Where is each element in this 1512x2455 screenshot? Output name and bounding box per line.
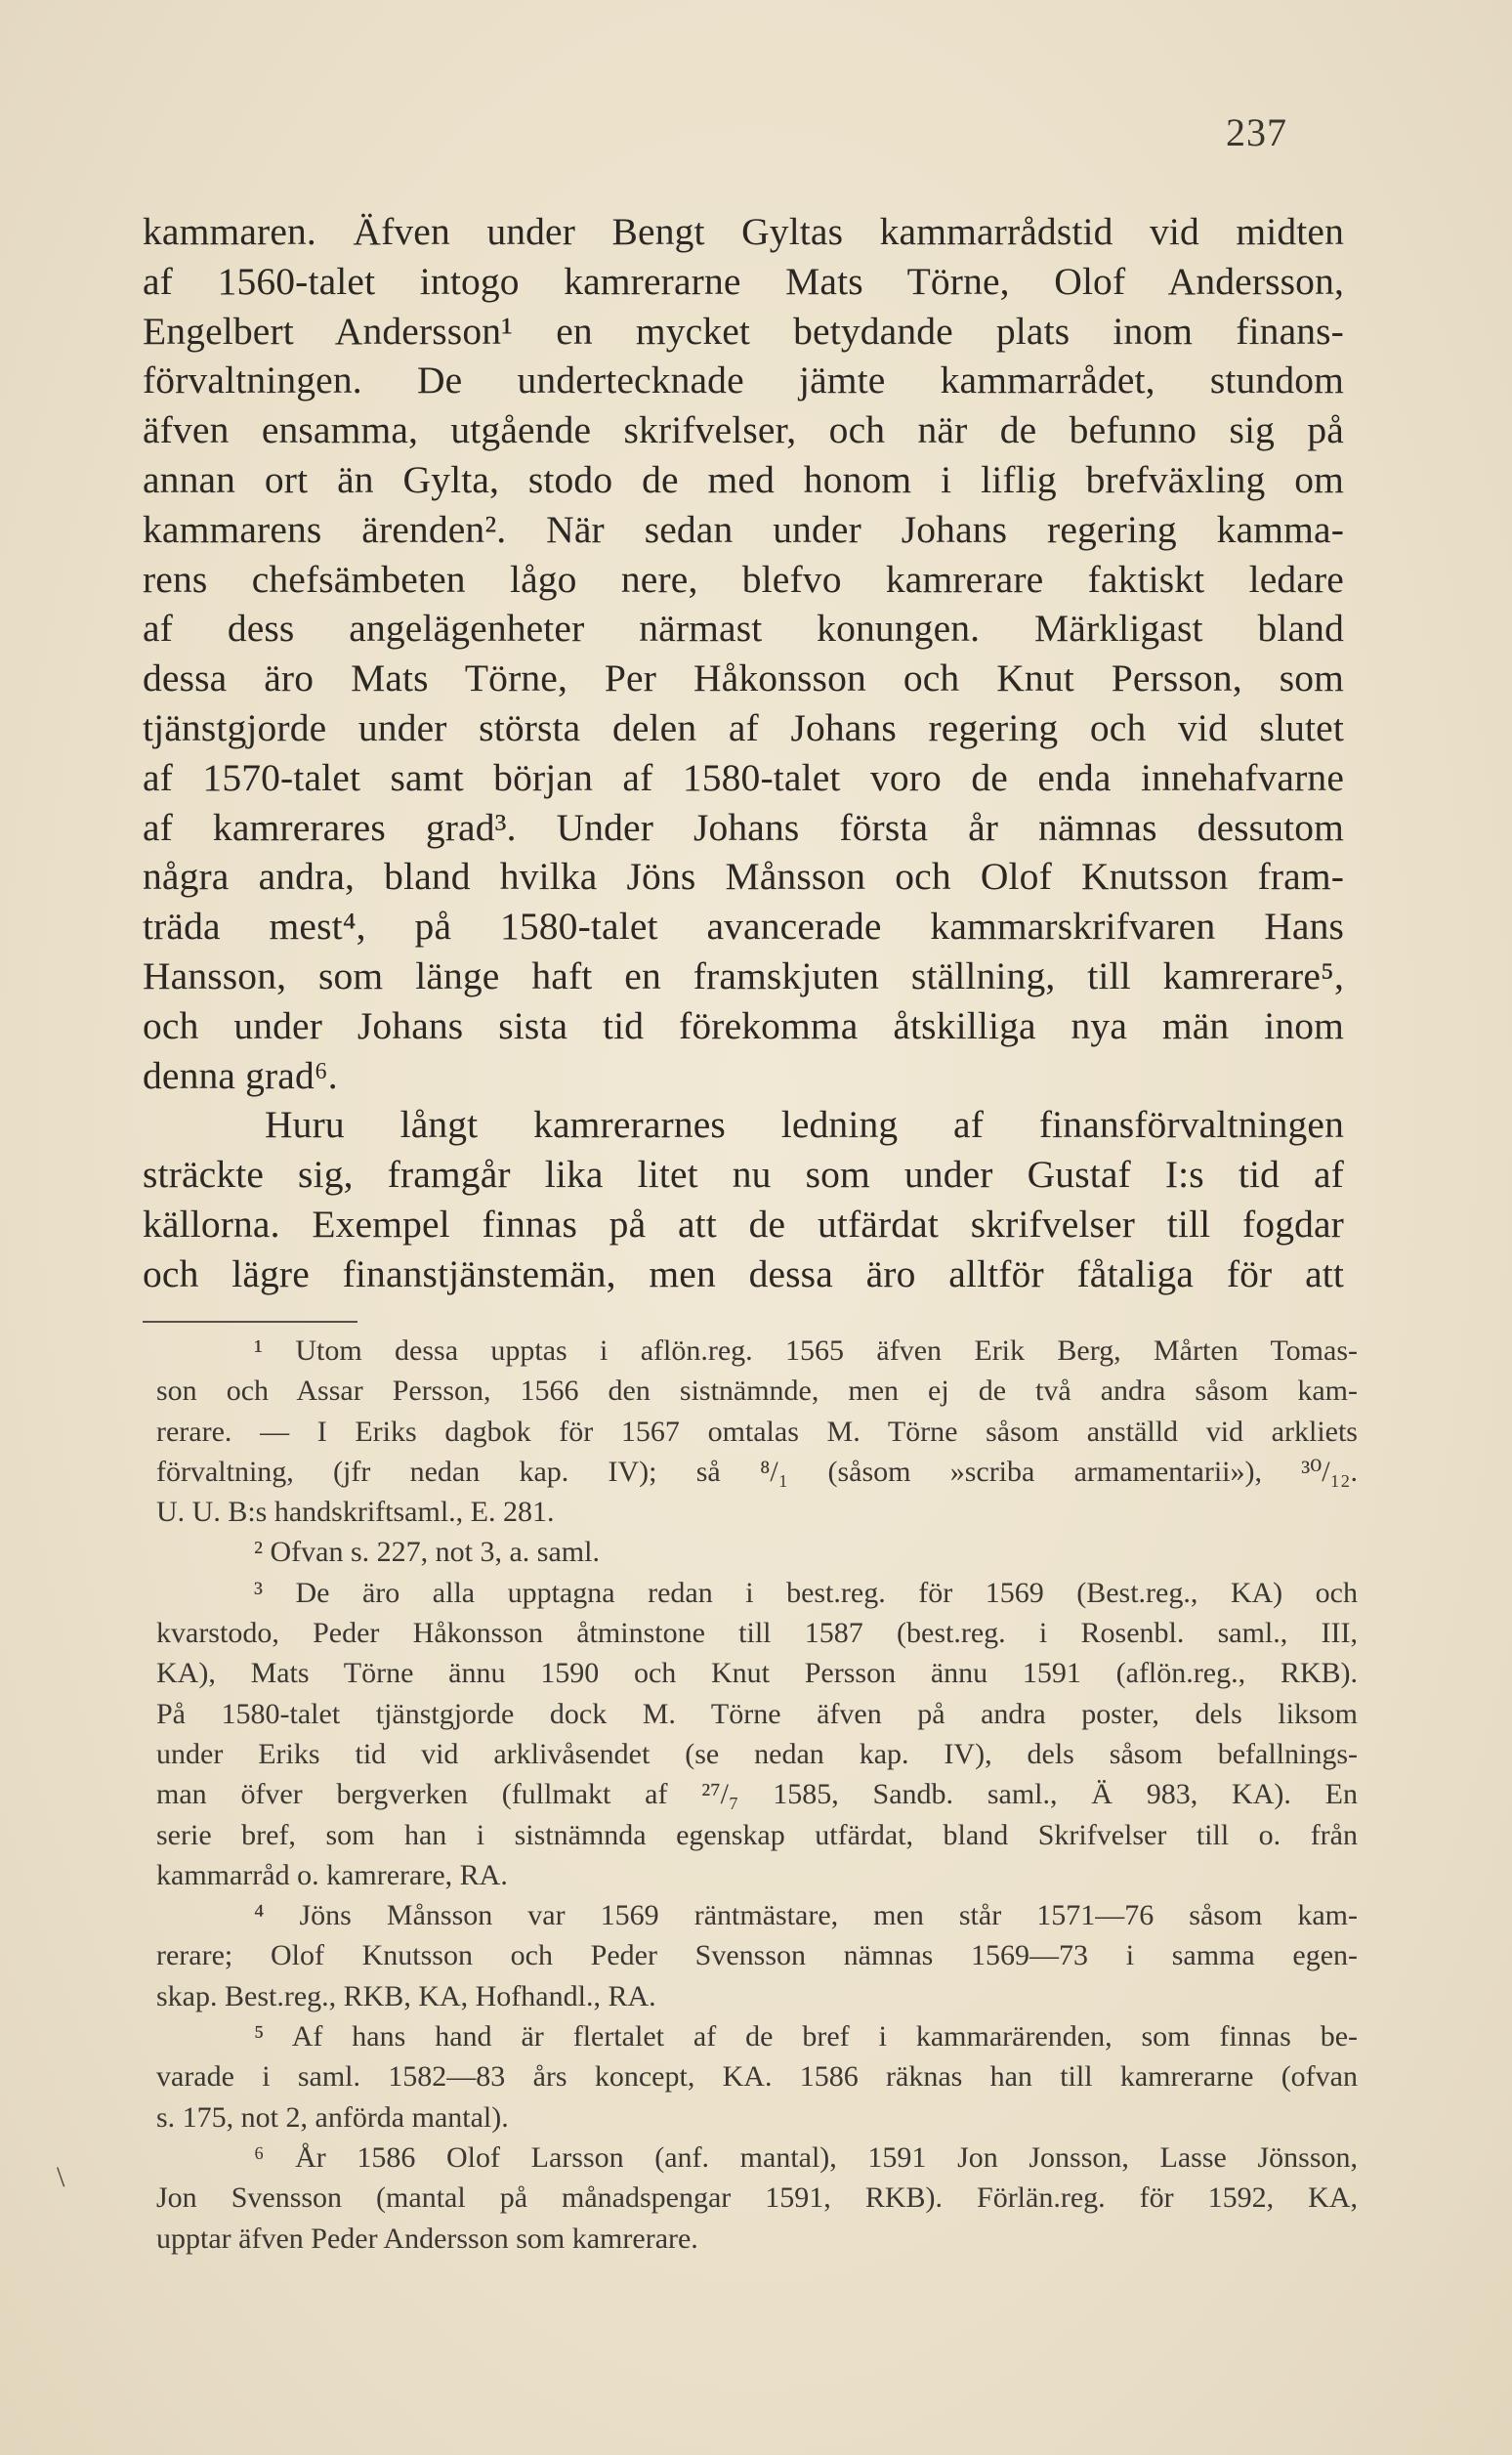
text-line: och under Johans sista tid förekomma åtskilliga nya män inom	[143, 1003, 1344, 1047]
footnote-line: kvarstodo, Peder Håkonsson åtminstone till 1587 (best.reg. i Rosenbl. saml., III,	[156, 1617, 1358, 1650]
footnote-line: ⁵ Af hans hand är flertalet af de bref i kammarärenden, som finnas be-	[254, 2020, 1358, 2053]
text-line: träda mest⁴, på 1580-talet avancerade kammarskrifvaren Hans	[143, 905, 1344, 949]
text-line: några andra, bland hvilka Jöns Månsson och Olof Knutsson fram-	[143, 855, 1344, 899]
text-line: äfven ensamma, utgående skrifvelser, och när de befunno sig på	[143, 408, 1344, 452]
text-line: dessa äro Mats Törne, Per Håkonsson och Knut Persson, som	[143, 656, 1344, 700]
footnote-line: KA), Mats Törne ännu 1590 och Knut Persson ännu 1591 (aflön.reg., RKB).	[156, 1657, 1358, 1690]
text-line: af dess angelägenheter närmast konungen. Märkligast bland	[143, 607, 1344, 651]
text-line: Hansson, som länge haft en framskjuten ställning, till kamrerare⁵,	[143, 953, 1344, 997]
footnotes	[156, 1331, 1358, 2259]
footnote-line: På 1580-talet tjänstgjorde dock M. Törne äfven på andra poster, dels liksom	[156, 1697, 1358, 1730]
footnote-line: varade i saml. 1582—83 års koncept, KA. 1586 räknas han till kamrerarne (ofvan	[156, 2060, 1358, 2094]
text-line: och lägre finanstjänstemän, men dessa äro alltför fåtaliga för att	[143, 1251, 1344, 1295]
text-line: förvaltningen. De undertecknade jämte kammarrådet, stundom	[143, 359, 1344, 402]
footnote-line: ⁶ År 1586 Olof Larsson (anf. mantal), 1591 Jon Jonsson, Lasse Jönsson,	[254, 2140, 1358, 2174]
footnote-line: man öfver bergverken (fullmakt af ²⁷/₇ 1585, Sandb. saml., Ä 983, KA). En	[156, 1778, 1358, 1811]
footnote-line: skap. Best.reg., RKB, KA, Hofhandl., RA.	[156, 1979, 656, 2012]
footnote-line: s. 175, not 2, anförda mantal).	[156, 2100, 509, 2134]
footnote-line: rerare. — I Eriks dagbok för 1567 omtalas M. Törne såsom anställd vid arkliets	[156, 1415, 1358, 1448]
text-line: källorna. Exempel finnas på att de utfärdat skrifvelser till fogdar	[143, 1202, 1344, 1246]
text-line: Huru långt kamrerarnes ledning af finansförvaltningen	[265, 1103, 1344, 1147]
footnote-line: ² Ofvan s. 227, not 3, a. saml.	[254, 1536, 600, 1569]
text-line: af 1570-talet samt början af 1580-talet voro de enda innehafvarne	[143, 755, 1344, 799]
footnote-line: kammarråd o. kamrerare, RA.	[156, 1858, 508, 1891]
footnote-line: U. U. B:s handskriftsaml., E. 281.	[156, 1496, 555, 1529]
text-line: rens chefsämbeten lågo nere, blefvo kamrerare faktiskt ledare	[143, 557, 1344, 601]
text-line: denna grad⁶.	[143, 1053, 338, 1097]
text-line: kammarens ärenden². När sedan under Johans regering kamma-	[143, 507, 1344, 551]
footnote-line: förvaltning, (jfr nedan kap. IV); så ⁸/₁ (såsom »scriba armamentarii»), ³⁰/₁₂.	[156, 1455, 1358, 1488]
footnote-line: under Eriks tid vid arklivåsendet (se nedan kap. IV), dels såsom befallnings-	[156, 1737, 1358, 1770]
text-line: Engelbert Andersson¹ en mycket betydande plats inom finans-	[143, 309, 1344, 353]
text-line: af kamrerares grad³. Under Johans första år nämnas dessutom	[143, 805, 1344, 849]
text-line: sträckte sig, framgår lika litet nu som under Gustaf I:s tid af	[143, 1153, 1344, 1197]
footnote-line: Jon Svensson (mantal på månadspengar 1591, RKB). Förlän.reg. för 1592, KA,	[156, 2181, 1358, 2215]
margin-mark: \	[57, 2161, 65, 2193]
footnote-line: serie bref, som han i sistnämnda egenskap utfärdat, bland Skrifvelser till o. från	[156, 1818, 1358, 1851]
footnote-divider	[143, 1321, 357, 1323]
footnote-line: upptar äfven Peder Andersson som kamrerare.	[156, 2222, 698, 2255]
text-line: tjänstgjorde under största delen af Johans regering och vid slutet	[143, 705, 1344, 749]
footnote-line: ⁴ Jöns Månsson var 1569 räntmästare, men står 1571—76 såsom kam-	[254, 1899, 1358, 1932]
footnote-line: ¹ Utom dessa upptas i aflön.reg. 1565 äfven Erik Berg, Mårten Tomas-	[254, 1334, 1358, 1367]
text-line: af 1560-talet intogo kamrerarne Mats Törne, Olof Andersson,	[143, 259, 1344, 303]
page-number: 237	[1226, 110, 1287, 154]
text-line: kammaren. Äfven under Bengt Gyltas kammarrådstid vid midten	[143, 210, 1344, 253]
footnote-line: rerare; Olof Knutsson och Peder Svensson nämnas 1569—73 i samma egen-	[156, 1939, 1358, 1972]
main-text	[143, 207, 1344, 1299]
text-line: annan ort än Gylta, stodo de med honom i liflig brefväxling om	[143, 457, 1344, 501]
footnote-line: ³ De äro alla upptagna redan i best.reg. för 1569 (Best.reg., KA) och	[254, 1576, 1358, 1609]
footnote-line: son och Assar Persson, 1566 den sistnämnde, men ej de två andra såsom kam-	[156, 1375, 1358, 1408]
